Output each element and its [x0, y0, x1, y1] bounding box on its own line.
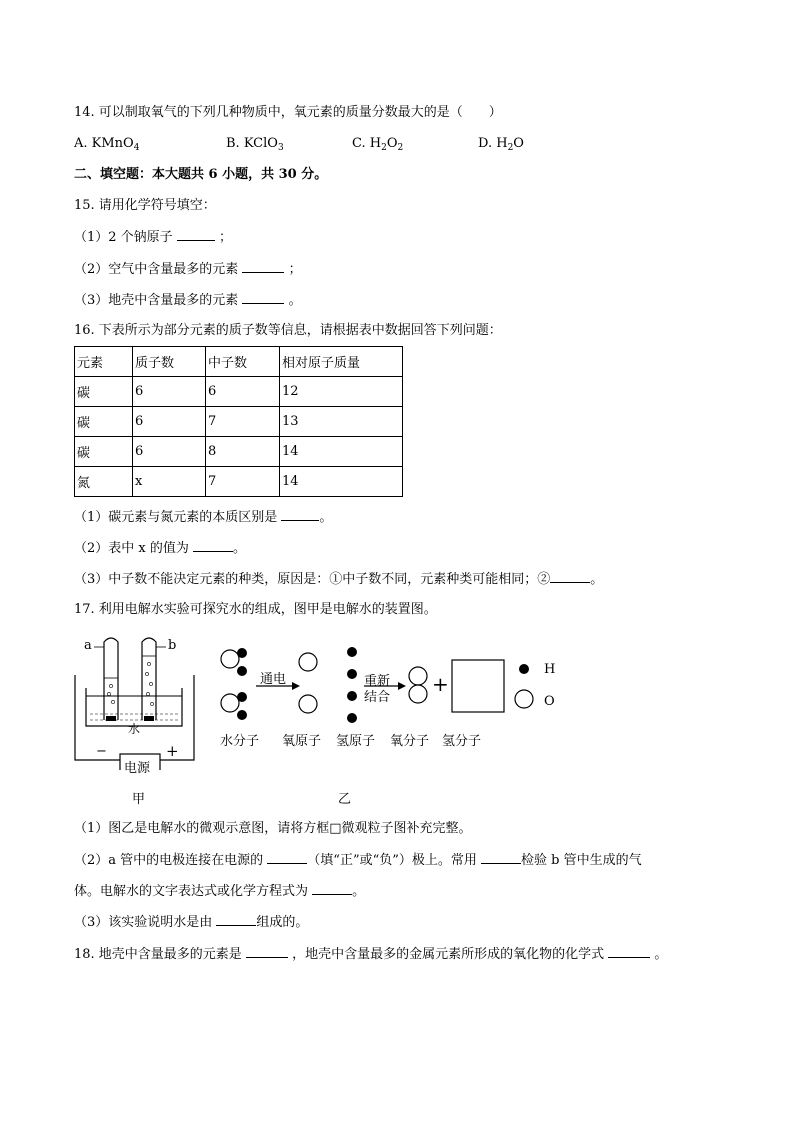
q15-item-3: （3）地壳中含量最多的元素 。	[74, 293, 302, 308]
tube-b-label: b	[168, 638, 177, 653]
element-table	[74, 346, 403, 497]
particle-name-hydrogen-atom: 氢原子	[336, 734, 376, 749]
q14-option-a: A. KMnO$_4$	[74, 136, 140, 153]
power-label: 电源	[124, 761, 151, 776]
table-header-row	[75, 347, 403, 377]
microscopic-diagram	[218, 642, 578, 742]
particle-name-oxygen-atom: 氧原子	[282, 734, 322, 749]
plus-label: +	[166, 742, 179, 760]
answer-blank[interactable]	[267, 851, 307, 864]
q16-item-2: （2）表中 x 的值为 。	[74, 541, 247, 556]
arrow-label-recombine-2: 结合	[364, 690, 391, 705]
table-cell: x	[133, 467, 206, 497]
table-cell: 碳	[75, 407, 133, 437]
table-cell: 氮	[75, 467, 133, 497]
table-cell: 6	[206, 377, 280, 407]
table-cell: 14	[280, 467, 403, 497]
plus-sign: +	[432, 672, 449, 696]
answer-blank[interactable]	[481, 851, 521, 864]
q16-stem: 16. 下表所示为部分元素的质子数等信息，请根据表中数据回答下列问题：	[74, 323, 502, 338]
table-row	[75, 377, 403, 407]
table-cell: 8	[206, 437, 280, 467]
answer-blank[interactable]	[177, 228, 215, 241]
q17-stem: 17. 利用电解水实验可探究水的组成，图甲是电解水的装置图。	[74, 602, 437, 617]
q16-item-1: （1）碳元素与氮元素的本质区别是 。	[74, 510, 333, 525]
particle-name-hydrogen-molecule: 氢分子	[442, 734, 482, 749]
tube-a-label: a	[84, 638, 92, 653]
table-cell: 13	[280, 407, 403, 437]
q17-item-3: （3）该实验说明水是由 组成的。	[74, 915, 309, 930]
table-cell: 12	[280, 377, 403, 407]
answer-blank[interactable]	[608, 945, 650, 958]
table-cell: 6	[133, 437, 206, 467]
q17-item-2: （2）a 管中的电极连接在电源的 （填“正”或“负”）极上。常用 检验 b 管中生成的气	[74, 853, 642, 868]
arrow-label-electrify: 通电	[260, 672, 287, 687]
particle-name-oxygen-molecule: 氧分子	[390, 734, 430, 749]
table-row	[75, 407, 403, 437]
table-cell: 7	[206, 407, 280, 437]
q14-stem: 14. 可以制取氧气的下列几种物质中，氧元素的质量分数最大的是（ ）	[74, 105, 502, 120]
q15-item-1: （1）2 个钠原子 ；	[74, 230, 232, 245]
answer-blank[interactable]	[550, 570, 590, 583]
table-header: 质子数	[133, 347, 206, 377]
figure-yi-caption: 乙	[338, 792, 352, 807]
section-heading: 二、填空题：本大题共 6 小题，共 30 分。	[74, 167, 328, 182]
table-cell: 7	[206, 467, 280, 497]
table-header: 元素	[75, 347, 133, 377]
q14-option-c: C. $H_2O_2$	[352, 136, 404, 153]
table-cell: 14	[280, 437, 403, 467]
table-header: 相对原子质量	[280, 347, 403, 377]
table-row	[75, 467, 403, 497]
water-label: 水	[128, 722, 141, 736]
legend-o-label: O	[544, 694, 555, 709]
table-header: 中子数	[206, 347, 280, 377]
figure-container	[68, 630, 588, 810]
answer-blank[interactable]	[242, 291, 284, 304]
legend-h-label: H	[544, 662, 556, 677]
table-cell: 碳	[75, 437, 133, 467]
q15-stem: 15. 请用化学符号填空：	[74, 198, 216, 213]
q14-option-b: B. KClO$_3$	[226, 136, 284, 153]
table-cell: 6	[133, 377, 206, 407]
figure-jia-caption: 甲	[132, 792, 146, 807]
answer-blank[interactable]	[242, 260, 284, 273]
table-cell: 碳	[75, 377, 133, 407]
answer-blank[interactable]	[312, 882, 352, 895]
particle-name-water-molecule: 水分子	[220, 734, 260, 749]
answer-blank[interactable]	[281, 508, 319, 521]
arrow-label-recombine-1: 重新	[364, 674, 391, 689]
answer-blank[interactable]	[193, 539, 233, 552]
answer-blank[interactable]	[216, 913, 256, 926]
q18-stem: 18. 地壳中含量最多的元素是 ，地壳中含量最多的金属元素所形成的氧化物的化学式 。	[74, 947, 668, 962]
table-row	[75, 437, 403, 467]
q17-item-1: （1）图乙是电解水的微观示意图，请将方框□微观粒子图补充完整。	[74, 821, 472, 836]
answer-blank[interactable]	[246, 945, 288, 958]
minus-label: −	[96, 744, 107, 759]
q14-option-d: D. $H_2O$	[478, 136, 524, 153]
q16-item-3: （3）中子数不能决定元素的种类，原因是：①中子数不同，元素种类可能相同；② 。	[74, 572, 604, 587]
q15-item-2: （2）空气中含量最多的元素 ；	[74, 262, 302, 277]
q17-item-2-cont: 体。电解水的文字表达式或化学方程式为 。	[74, 884, 366, 899]
table-cell: 6	[133, 407, 206, 437]
